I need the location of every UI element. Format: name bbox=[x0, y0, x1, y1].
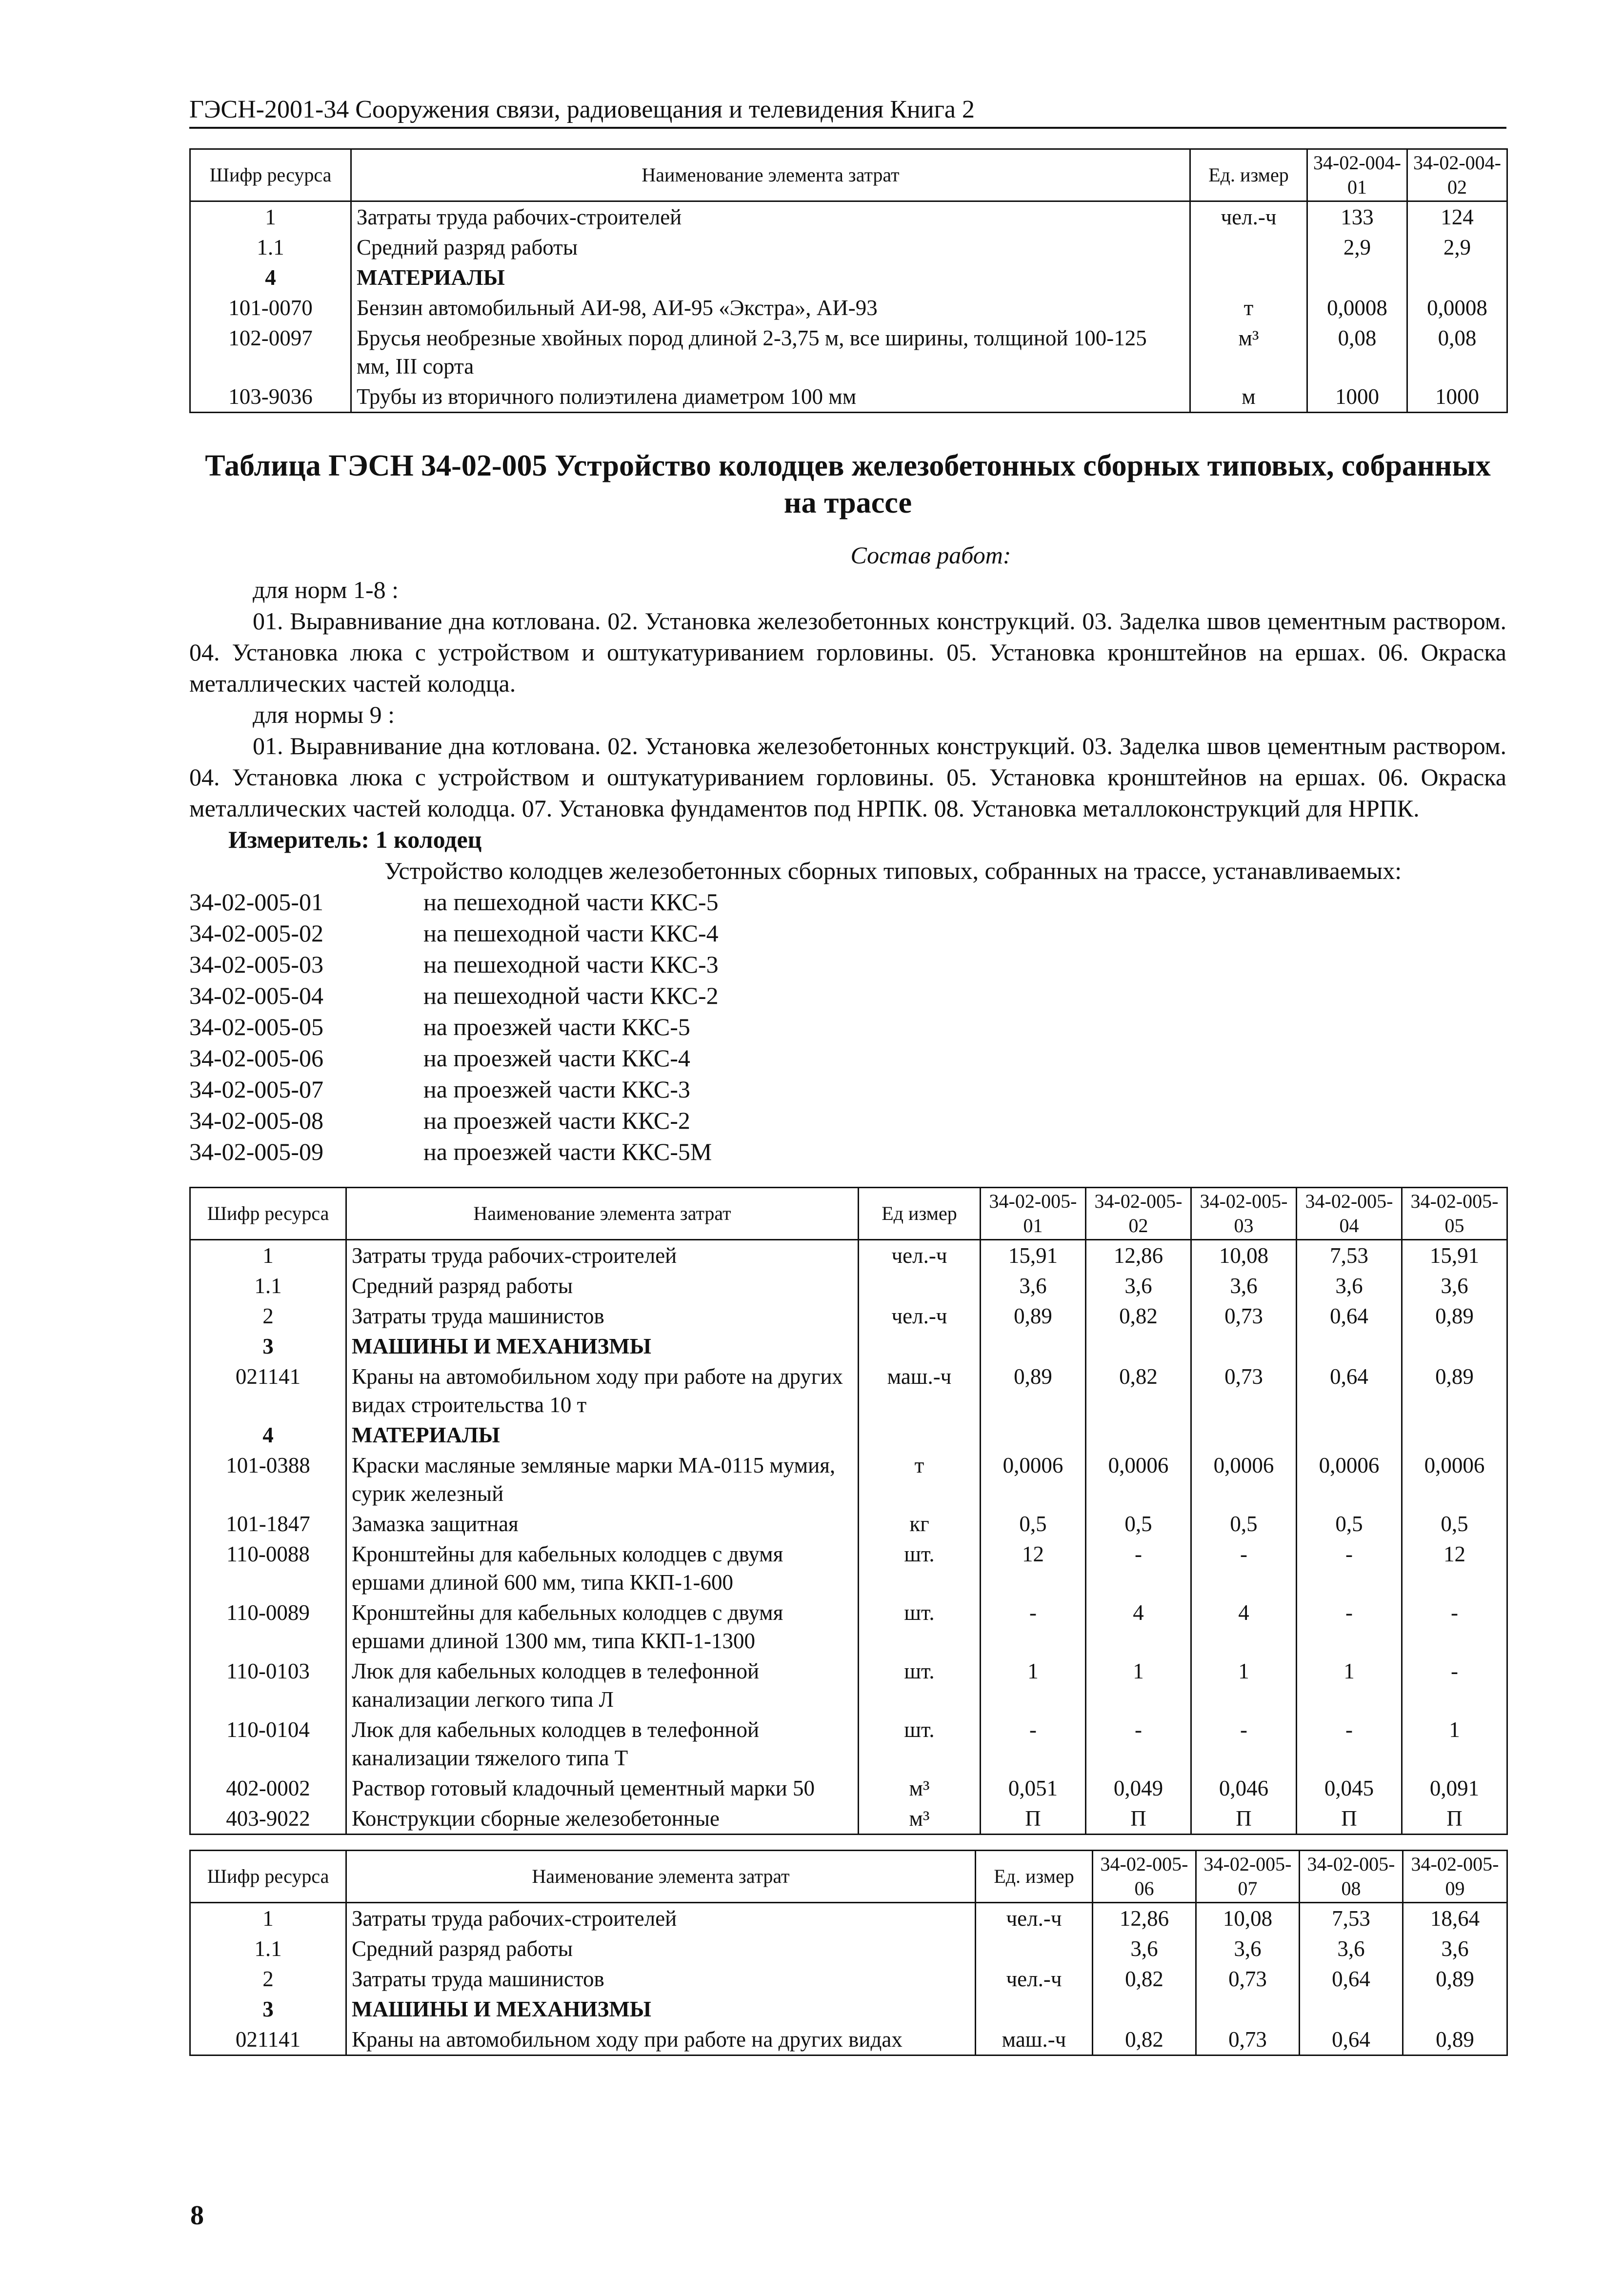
unit-cell bbox=[1190, 232, 1307, 262]
value-cell bbox=[1297, 1420, 1402, 1450]
norm-item bbox=[189, 1105, 1506, 1136]
value-cell: - bbox=[1191, 1539, 1297, 1597]
resource-code: 101-0388 bbox=[190, 1450, 346, 1509]
value-cell: П bbox=[981, 1803, 1086, 1835]
value-cell: 3,6 bbox=[1297, 1271, 1402, 1301]
value-cell: 0,82 bbox=[1086, 1361, 1191, 1420]
value-cell: 0,89 bbox=[981, 1361, 1086, 1420]
resource-code: 402-0002 bbox=[190, 1773, 346, 1803]
value-cell: 12,86 bbox=[1093, 1903, 1196, 1934]
value-cell bbox=[1403, 1994, 1507, 2024]
table-row bbox=[190, 1903, 1507, 1934]
table-row bbox=[190, 1934, 1507, 1964]
table-row bbox=[190, 1994, 1507, 2024]
table-row bbox=[190, 381, 1507, 413]
value-cell: 0,73 bbox=[1196, 1964, 1300, 1994]
cost-element-name: МАТЕРИАЛЫ bbox=[346, 1420, 859, 1450]
cost-element-name: Затраты труда рабочих-строителей bbox=[346, 1903, 976, 1934]
norm-text: на проезжей части ККС-5 bbox=[423, 1013, 690, 1040]
value-cell: 1 bbox=[1086, 1656, 1191, 1715]
value-cell: 1 bbox=[1191, 1656, 1297, 1715]
value-cell: 0,64 bbox=[1300, 2024, 1403, 2055]
value-cell: 0,89 bbox=[1402, 1361, 1507, 1420]
value-cell: 3,6 bbox=[1402, 1271, 1507, 1301]
value-cell: 0,89 bbox=[1403, 1964, 1507, 1994]
value-cell: 7,53 bbox=[1297, 1240, 1402, 1271]
value-cell: 1 bbox=[1402, 1715, 1507, 1773]
cost-element-name: Затраты труда рабочих-строителей bbox=[346, 1240, 859, 1271]
value-cell: 10,08 bbox=[1191, 1240, 1297, 1271]
unit-cell: м³ bbox=[1190, 323, 1307, 381]
value-cell: 0,82 bbox=[1093, 1964, 1196, 1994]
resource-code: 1.1 bbox=[190, 1934, 346, 1964]
unit-cell: шт. bbox=[859, 1715, 981, 1773]
running-header: ГЭСН-2001-34 Сооружения связи, радиовещания и телевидения Книга 2 bbox=[189, 95, 1506, 129]
table-row bbox=[190, 201, 1507, 233]
norm-code: 34-02-005-03 bbox=[189, 951, 323, 978]
value-cell: 0,64 bbox=[1300, 1964, 1403, 1994]
table-row bbox=[190, 1597, 1507, 1656]
table-row bbox=[190, 1803, 1507, 1835]
value-cell: П bbox=[1086, 1803, 1191, 1835]
value-cell bbox=[1300, 1994, 1403, 2024]
resource-code: 110-0088 bbox=[190, 1539, 346, 1597]
unit-cell bbox=[976, 1994, 1093, 2024]
unit-cell: м³ bbox=[859, 1803, 981, 1835]
resource-code: 101-1847 bbox=[190, 1509, 346, 1539]
value-cell bbox=[981, 1420, 1086, 1450]
column-header: Шифр ресурса bbox=[190, 1851, 346, 1903]
cost-element-name: Брусья необрезные хвойных пород длиной 2-3,75 м, все ширины, толщиной 100-125 мм, III сорта bbox=[351, 323, 1190, 381]
cost-element-name: Краны на автомобильном ходу при работе на других видах bbox=[346, 2024, 976, 2055]
unit-cell: шт. bbox=[859, 1656, 981, 1715]
value-cell: 0,89 bbox=[981, 1301, 1086, 1331]
value-cell: 4 bbox=[1086, 1597, 1191, 1656]
cost-element-name: Люк для кабельных колодцев в телефонной канализации тяжелого типа Т bbox=[346, 1715, 859, 1773]
value-cell: 2,9 bbox=[1307, 232, 1407, 262]
value-cell: 0,64 bbox=[1297, 1301, 1402, 1331]
value-cell: 3,6 bbox=[1300, 1934, 1403, 1964]
unit-cell: кг bbox=[859, 1509, 981, 1539]
value-cell bbox=[1307, 262, 1407, 293]
value-cell bbox=[1191, 1331, 1297, 1361]
value-cell: 3,6 bbox=[1093, 1934, 1196, 1964]
table-row bbox=[190, 1509, 1507, 1539]
value-cell: 0,82 bbox=[1086, 1301, 1191, 1331]
cost-element-name: Затраты труда рабочих-строителей bbox=[351, 201, 1190, 233]
norm-text: на пешеходной части ККС-3 bbox=[423, 951, 719, 978]
norm-item bbox=[189, 1074, 1506, 1105]
column-header: Ед. измер bbox=[1190, 149, 1307, 201]
table-row bbox=[190, 1715, 1507, 1773]
value-cell: 0,0006 bbox=[981, 1450, 1086, 1509]
value-cell: 0,0006 bbox=[1191, 1450, 1297, 1509]
norm-code: 34-02-005-09 bbox=[189, 1138, 323, 1165]
resource-code: 110-0103 bbox=[190, 1656, 346, 1715]
resource-code: 4 bbox=[190, 262, 351, 293]
value-cell: 0,89 bbox=[1403, 2024, 1507, 2055]
resource-code: 1 bbox=[190, 1240, 346, 1271]
unit-cell: шт. bbox=[859, 1539, 981, 1597]
unit-cell: чел.-ч bbox=[976, 1903, 1093, 1934]
resource-table-3 bbox=[189, 1850, 1508, 2056]
resource-code: 1 bbox=[190, 201, 351, 233]
value-cell: 12 bbox=[981, 1539, 1086, 1597]
unit-cell: т bbox=[1190, 293, 1307, 323]
resource-code: 102-0097 bbox=[190, 323, 351, 381]
value-cell: 4 bbox=[1191, 1597, 1297, 1656]
page-number: 8 bbox=[190, 2200, 204, 2231]
column-header: 34-02-004-01 bbox=[1307, 149, 1407, 201]
for-norm-9: для нормы 9 : bbox=[253, 701, 395, 728]
value-cell: 0,0006 bbox=[1402, 1450, 1507, 1509]
value-cell: 1 bbox=[1297, 1656, 1402, 1715]
table-row bbox=[190, 1450, 1507, 1509]
table-row bbox=[190, 1964, 1507, 1994]
value-cell: 3,6 bbox=[1191, 1271, 1297, 1301]
cost-element-name: Трубы из вторичного полиэтилена диаметром 100 мм bbox=[351, 381, 1190, 413]
norms-list bbox=[189, 886, 1506, 1167]
value-cell: 0,0006 bbox=[1297, 1450, 1402, 1509]
resource-code: 103-9036 bbox=[190, 381, 351, 413]
norm-code: 34-02-005-06 bbox=[189, 1044, 323, 1072]
value-cell: 0,0008 bbox=[1407, 293, 1507, 323]
work-text-1-8: 01. Выравнивание дна котлована. 02. Установка железобетонных конструкций. 03. Заделка швов цементным раствором. 04. Установка люка с устройством и оштукатуриванием горловины. 05. Установка кронштейнов на ершах. 06. Окраска металлических частей колодца. bbox=[189, 607, 1506, 697]
unit-cell: чел.-ч bbox=[859, 1301, 981, 1331]
value-cell: 3,6 bbox=[1196, 1934, 1300, 1964]
column-header: Шифр ресурса bbox=[190, 1188, 346, 1240]
value-cell: П bbox=[1297, 1803, 1402, 1835]
unit-cell bbox=[859, 1331, 981, 1361]
norm-code: 34-02-005-04 bbox=[189, 982, 323, 1009]
unit-cell: чел.-ч bbox=[976, 1964, 1093, 1994]
value-cell: 10,08 bbox=[1196, 1903, 1300, 1934]
table-row bbox=[190, 1773, 1507, 1803]
value-cell: - bbox=[1402, 1597, 1507, 1656]
cost-element-name: Краски масляные земляные марки МА-0115 мумия, сурик железный bbox=[346, 1450, 859, 1509]
value-cell bbox=[1093, 1994, 1196, 2024]
table-row bbox=[190, 2024, 1507, 2055]
column-header: 34-02-005-09 bbox=[1403, 1851, 1507, 1903]
value-cell: 0,73 bbox=[1196, 2024, 1300, 2055]
value-cell: 7,53 bbox=[1300, 1903, 1403, 1934]
norm-item bbox=[189, 949, 1506, 980]
column-header: 34-02-005-02 bbox=[1086, 1188, 1191, 1240]
column-header: 34-02-005-01 bbox=[981, 1188, 1086, 1240]
column-header: Наименование элемента затрат bbox=[346, 1188, 859, 1240]
cost-element-name: Люк для кабельных колодцев в телефонной канализации легкого типа Л bbox=[346, 1656, 859, 1715]
value-cell: 0,5 bbox=[981, 1509, 1086, 1539]
value-cell bbox=[981, 1331, 1086, 1361]
value-cell: - bbox=[1297, 1597, 1402, 1656]
work-composition-label: Состав работ: bbox=[850, 541, 1011, 569]
value-cell: - bbox=[1191, 1715, 1297, 1773]
value-cell: 0,049 bbox=[1086, 1773, 1191, 1803]
column-header: Наименование элемента затрат bbox=[351, 149, 1190, 201]
value-cell bbox=[1196, 1994, 1300, 2024]
document-page bbox=[189, 95, 1506, 2056]
value-cell: - bbox=[1086, 1539, 1191, 1597]
value-cell: П bbox=[1402, 1803, 1507, 1835]
value-cell bbox=[1407, 262, 1507, 293]
norms-description: Устройство колодцев железобетонных сборных типовых, собранных на трассе, устанавливаемых: bbox=[384, 857, 1402, 884]
value-cell: 3,6 bbox=[1403, 1934, 1507, 1964]
value-cell: 12 bbox=[1402, 1539, 1507, 1597]
resource-code: 021141 bbox=[190, 1361, 346, 1420]
norm-text: на проезжей части ККС-3 bbox=[423, 1076, 690, 1103]
value-cell: 0,64 bbox=[1297, 1361, 1402, 1420]
resource-code: 1.1 bbox=[190, 232, 351, 262]
resource-code: 4 bbox=[190, 1420, 346, 1450]
norm-code: 34-02-005-01 bbox=[189, 888, 323, 916]
table-row bbox=[190, 1656, 1507, 1715]
cost-element-name: Бензин автомобильный АИ-98, АИ-95 «Экстра», АИ-93 bbox=[351, 293, 1190, 323]
value-cell: - bbox=[1086, 1715, 1191, 1773]
column-header: Наименование элемента затрат bbox=[346, 1851, 976, 1903]
table-row bbox=[190, 1240, 1507, 1271]
column-header: 34-02-004-02 bbox=[1407, 149, 1507, 201]
cost-element-name: Затраты труда машинистов bbox=[346, 1964, 976, 1994]
value-cell: 0,0006 bbox=[1086, 1450, 1191, 1509]
column-header: 34-02-005-07 bbox=[1196, 1851, 1300, 1903]
cost-element-name: МАТЕРИАЛЫ bbox=[351, 262, 1190, 293]
for-norms-1-8: для норм 1-8 : bbox=[253, 576, 399, 603]
value-cell: 0,73 bbox=[1191, 1361, 1297, 1420]
norm-code: 34-02-005-02 bbox=[189, 919, 323, 947]
resource-code: 3 bbox=[190, 1331, 346, 1361]
column-header: 34-02-005-06 bbox=[1093, 1851, 1196, 1903]
unit-cell bbox=[859, 1420, 981, 1450]
norm-code: 34-02-005-08 bbox=[189, 1107, 323, 1134]
value-cell: П bbox=[1191, 1803, 1297, 1835]
unit-cell: шт. bbox=[859, 1597, 981, 1656]
unit-cell: м³ bbox=[859, 1773, 981, 1803]
value-cell: 0,5 bbox=[1086, 1509, 1191, 1539]
value-cell: 0,08 bbox=[1407, 323, 1507, 381]
table-row bbox=[190, 1361, 1507, 1420]
norm-item bbox=[189, 1042, 1506, 1074]
resource-table-2 bbox=[189, 1187, 1508, 1835]
resource-code: 1.1 bbox=[190, 1271, 346, 1301]
value-cell: 12,86 bbox=[1086, 1240, 1191, 1271]
value-cell: 1 bbox=[981, 1656, 1086, 1715]
column-header: Ед измер bbox=[859, 1188, 981, 1240]
cost-element-name: Замазка защитная bbox=[346, 1509, 859, 1539]
resource-code: 1 bbox=[190, 1903, 346, 1934]
value-cell: 0,045 bbox=[1297, 1773, 1402, 1803]
norm-text: на проезжей части ККС-5М bbox=[423, 1138, 712, 1165]
cost-element-name: Конструкции сборные железобетонные bbox=[346, 1803, 859, 1835]
value-cell bbox=[1086, 1331, 1191, 1361]
norm-item bbox=[189, 980, 1506, 1011]
value-cell: 15,91 bbox=[1402, 1240, 1507, 1271]
value-cell: 1000 bbox=[1307, 381, 1407, 413]
column-header: Ед. измер bbox=[976, 1851, 1093, 1903]
value-cell: 0,051 bbox=[981, 1773, 1086, 1803]
cost-element-name: Затраты труда машинистов bbox=[346, 1301, 859, 1331]
value-cell: - bbox=[1297, 1715, 1402, 1773]
value-cell: 0,5 bbox=[1402, 1509, 1507, 1539]
norm-text: на пешеходной части ККС-2 bbox=[423, 982, 719, 1009]
table-row bbox=[190, 293, 1507, 323]
value-cell: 124 bbox=[1407, 201, 1507, 233]
value-cell: - bbox=[981, 1597, 1086, 1656]
cost-element-name: Средний разряд работы bbox=[346, 1934, 976, 1964]
value-cell: 1000 bbox=[1407, 381, 1507, 413]
resource-code: 110-0089 bbox=[190, 1597, 346, 1656]
norm-item bbox=[189, 1011, 1506, 1042]
value-cell: 0,82 bbox=[1093, 2024, 1196, 2055]
cost-element-name: МАШИНЫ И МЕХАНИЗМЫ bbox=[346, 1331, 859, 1361]
cost-element-name: Кронштейны для кабельных колодцев с двумя ершами длиной 600 мм, типа ККП-1-600 bbox=[346, 1539, 859, 1597]
resource-code: 101-0070 bbox=[190, 293, 351, 323]
resource-code: 110-0104 bbox=[190, 1715, 346, 1773]
value-cell: 0,0008 bbox=[1307, 293, 1407, 323]
table-row bbox=[190, 323, 1507, 381]
measure-label: Измеритель: bbox=[228, 826, 370, 853]
unit-cell bbox=[976, 1934, 1093, 1964]
table-row bbox=[190, 1539, 1507, 1597]
value-cell: - bbox=[1297, 1539, 1402, 1597]
value-cell: 2,9 bbox=[1407, 232, 1507, 262]
table-row bbox=[190, 1271, 1507, 1301]
value-cell: 0,046 bbox=[1191, 1773, 1297, 1803]
unit-cell: чел.-ч bbox=[1190, 201, 1307, 233]
norm-text: на пешеходной части ККС-4 bbox=[423, 919, 719, 947]
norm-item bbox=[189, 918, 1506, 949]
measure-line bbox=[189, 824, 1506, 855]
norm-text: на пешеходной части ККС-5 bbox=[423, 888, 719, 916]
cost-element-name: Раствор готовый кладочный цементный марки 50 bbox=[346, 1773, 859, 1803]
work-text-9: 01. Выравнивание дна котлована. 02. Установка железобетонных конструкций. 03. Заделка швов цементным раствором. 04. Установка люка с устройством и оштукатуриванием горловины. 05. Установка кронштейнов на ершах. 06. Окраска металлических частей колодца. 07. Установка фундаментов под НРПК. 08. Установка металлоконструкций для НРПК. bbox=[189, 732, 1506, 822]
column-header: 34-02-005-04 bbox=[1297, 1188, 1402, 1240]
column-header: 34-02-005-05 bbox=[1402, 1188, 1507, 1240]
cost-element-name: Краны на автомобильном ходу при работе на других видах строительства 10 т bbox=[346, 1361, 859, 1420]
norm-text: на проезжей части ККС-4 bbox=[423, 1044, 690, 1072]
unit-cell bbox=[859, 1271, 981, 1301]
resource-code: 3 bbox=[190, 1994, 346, 2024]
norm-code: 34-02-005-07 bbox=[189, 1076, 323, 1103]
unit-cell: маш.-ч bbox=[859, 1361, 981, 1420]
value-cell: 15,91 bbox=[981, 1240, 1086, 1271]
value-cell bbox=[1191, 1420, 1297, 1450]
cost-element-name: Средний разряд работы bbox=[351, 232, 1190, 262]
value-cell bbox=[1297, 1331, 1402, 1361]
value-cell: 133 bbox=[1307, 201, 1407, 233]
value-cell: 0,5 bbox=[1191, 1509, 1297, 1539]
value-cell: - bbox=[981, 1715, 1086, 1773]
norm-item bbox=[189, 1136, 1506, 1167]
resource-code: 021141 bbox=[190, 2024, 346, 2055]
cost-element-name: Средний разряд работы bbox=[346, 1271, 859, 1301]
unit-cell: м bbox=[1190, 381, 1307, 413]
table-row bbox=[190, 262, 1507, 293]
value-cell: 0,73 bbox=[1191, 1301, 1297, 1331]
norm-item bbox=[189, 886, 1506, 918]
cost-element-name: МАШИНЫ И МЕХАНИЗМЫ bbox=[346, 1994, 976, 2024]
value-cell bbox=[1086, 1420, 1191, 1450]
table-row bbox=[190, 1420, 1507, 1450]
resource-code: 2 bbox=[190, 1964, 346, 1994]
value-cell: 0,08 bbox=[1307, 323, 1407, 381]
value-cell bbox=[1402, 1420, 1507, 1450]
column-header: 34-02-005-03 bbox=[1191, 1188, 1297, 1240]
table-row bbox=[190, 1331, 1507, 1361]
table-title: Таблица ГЭСН 34-02-005 Устройство колодцев железобетонных сборных типовых, собранных на трассе bbox=[205, 449, 1491, 519]
value-cell: 18,64 bbox=[1403, 1903, 1507, 1934]
resource-code: 403-9022 bbox=[190, 1803, 346, 1835]
value-cell: 3,6 bbox=[981, 1271, 1086, 1301]
value-cell: 0,091 bbox=[1402, 1773, 1507, 1803]
resource-table-1 bbox=[189, 148, 1508, 413]
unit-cell: т bbox=[859, 1450, 981, 1509]
norm-code: 34-02-005-05 bbox=[189, 1013, 323, 1040]
norm-text: на проезжей части ККС-2 bbox=[423, 1107, 690, 1134]
value-cell: 0,5 bbox=[1297, 1509, 1402, 1539]
unit-cell bbox=[1190, 262, 1307, 293]
value-cell bbox=[1402, 1331, 1507, 1361]
unit-cell: маш.-ч bbox=[976, 2024, 1093, 2055]
resource-code: 2 bbox=[190, 1301, 346, 1331]
value-cell: - bbox=[1402, 1656, 1507, 1715]
value-cell: 3,6 bbox=[1086, 1271, 1191, 1301]
table-row bbox=[190, 1301, 1507, 1331]
cost-element-name: Кронштейны для кабельных колодцев с двумя ершами длиной 1300 мм, типа ККП-1-1300 bbox=[346, 1597, 859, 1656]
column-header: 34-02-005-08 bbox=[1300, 1851, 1403, 1903]
measure-value: 1 колодец bbox=[375, 826, 482, 853]
column-header: Шифр ресурса bbox=[190, 149, 351, 201]
table-row bbox=[190, 232, 1507, 262]
value-cell: 0,89 bbox=[1402, 1301, 1507, 1331]
unit-cell: чел.-ч bbox=[859, 1240, 981, 1271]
